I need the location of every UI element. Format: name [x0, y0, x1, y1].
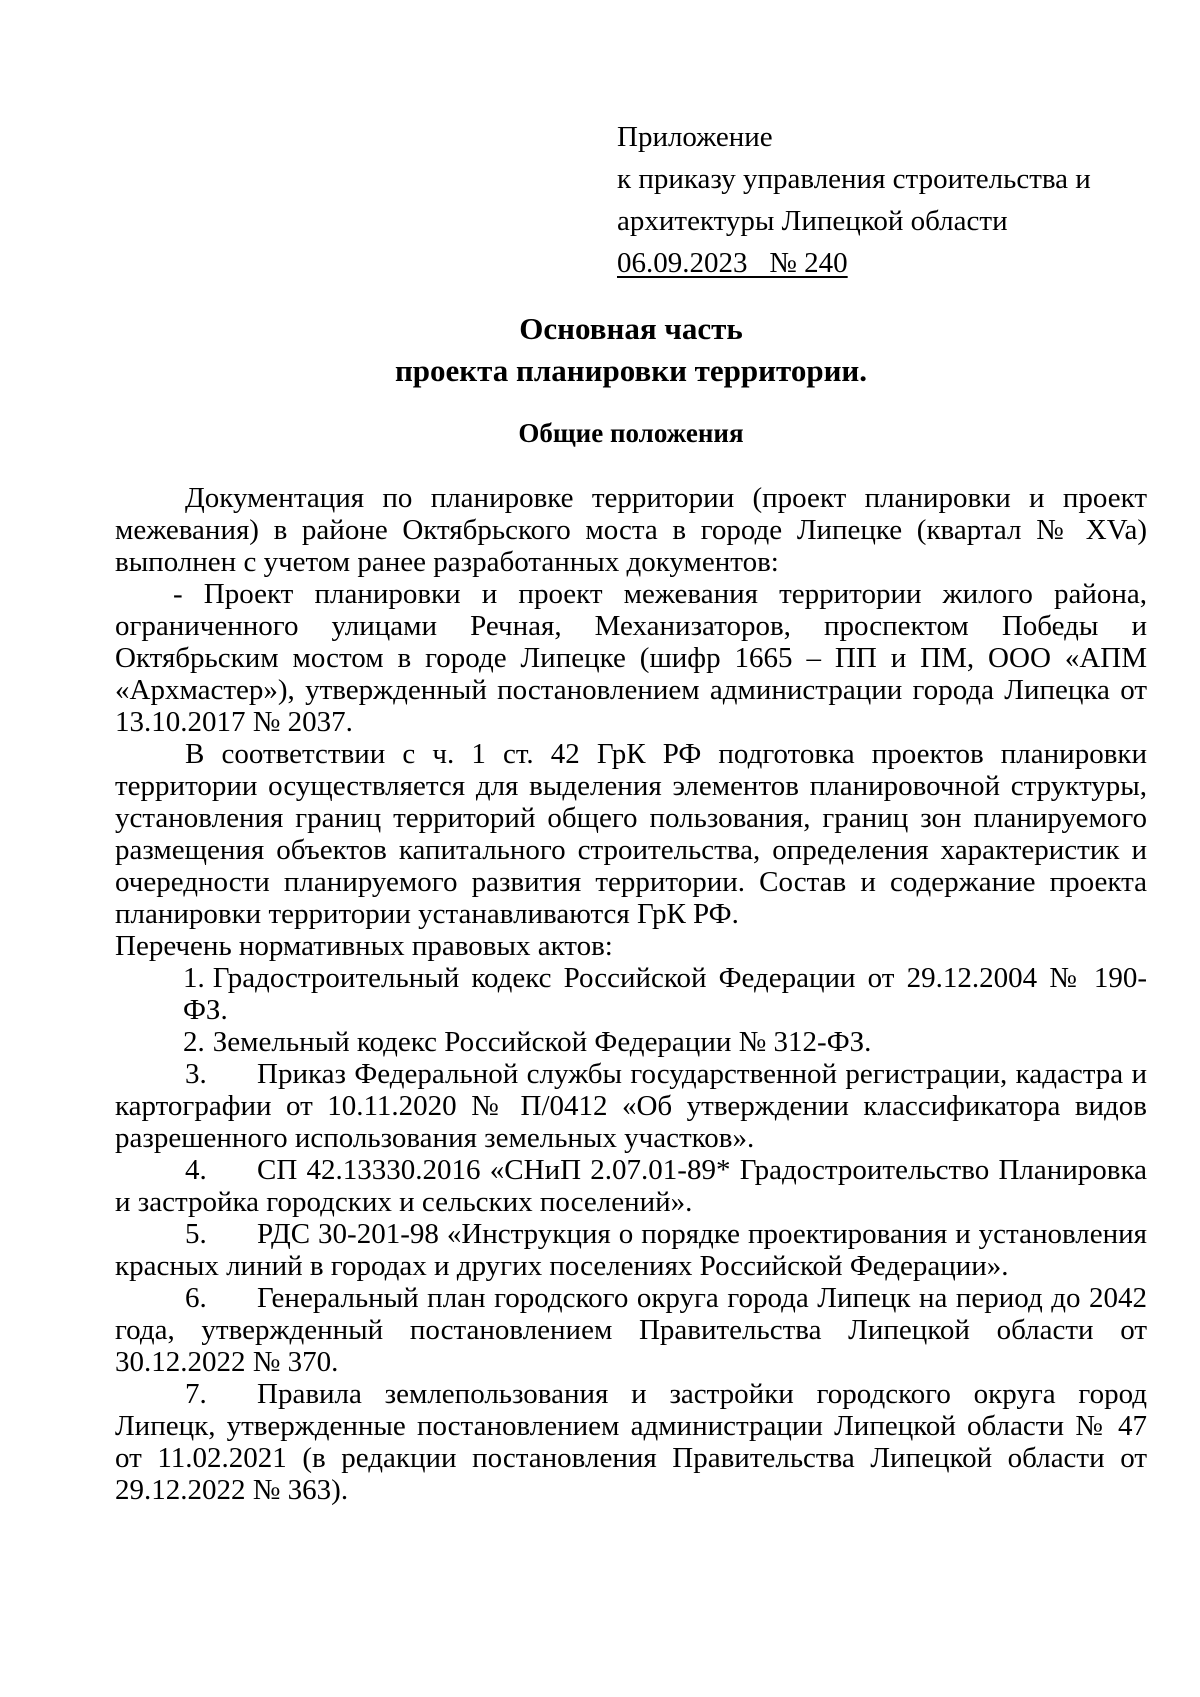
- list-item-number: 2.: [183, 1026, 205, 1058]
- list-item-text: Градостроительный кодекс Российской Федерации от 29.12.2004 № 190-ФЗ.: [183, 962, 1147, 1026]
- section-heading: Общие положения: [518, 418, 744, 448]
- list-item-number: 4.: [185, 1154, 207, 1186]
- list-item-number: 1.: [183, 962, 205, 994]
- list-item-text: Генеральный план городского округа города Липецк на период до 2042 года, утвержденный постановлением Правительства Липецкой области от 30.12.2022 № 370.: [115, 1282, 1147, 1378]
- appendix-order-ref: к приказу управления строительства и: [617, 163, 1091, 195]
- title-line-1: Основная часть: [519, 311, 743, 346]
- list-item-text: СП 42.13330.2016 «СНиП 2.07.01-89* Градостроительство Планировка и застройка городских и сельских поселений».: [115, 1154, 1147, 1218]
- list-item-1: [115, 962, 1147, 1026]
- list-item-number: 7.: [185, 1378, 207, 1410]
- intro-paragraph: Документация по планировке территории (проект планировки и проект межевания) в районе Октябрьского моста в городе Липецке (квартал № XVa) выполнен с учетом ранее разработанных документов:: [115, 482, 1147, 578]
- appendix-label: Приложение: [617, 121, 773, 153]
- document-title: [0, 308, 1200, 392]
- dash-list-item: - Проект планировки и проект межевания территории жилого района, ограниченного улицами Речная, Механизаторов, проспектом Победы и Октябрьским мостом в городе Липецке (шифр 1665 – ПП и ПМ, ООО «АПМ «Архмастер»), утвержденный постановлением администрации города Липецка от 13.10.2017 № 2037.: [115, 578, 1147, 738]
- appendix-date-number: 06.09.2023 № 240: [617, 247, 848, 279]
- title-line-2: проекта планировки территории.: [394, 353, 868, 388]
- list-item-7: [115, 1378, 1147, 1506]
- list-item-2: [115, 1026, 1147, 1058]
- paragraph-2: В соответствии с ч. 1 ст. 42 ГрК РФ подготовка проектов планировки территории осуществляется для выделения элементов планировочной структуры, установления границ территорий общего пользования, границ зон планируемого размещения объектов капитального строительства, определения характеристик и очередности планируемого развития территории. Состав и содержание проекта планировки территории устанавливаются ГрК РФ.: [115, 738, 1147, 930]
- list-item-6: [115, 1282, 1147, 1378]
- document-body: [115, 482, 1147, 1506]
- list-item-5: [115, 1218, 1147, 1282]
- list-item-4: [115, 1154, 1147, 1218]
- list-heading: Перечень нормативных правовых актов:: [115, 930, 613, 962]
- list-item-text: Земельный кодекс Российской Федерации № 312-ФЗ.: [212, 1026, 872, 1058]
- list-item-text: Приказ Федеральной службы государственной регистрации, кадастра и картографии от 10.11.2020 № П/0412 «Об утверждении классификатора видов разрешенного использования земельных участков».: [115, 1058, 1147, 1154]
- list-item-3: [115, 1058, 1147, 1154]
- list-item-text: Правила землепользования и застройки городского округа город Липецк, утвержденные постановлением администрации Липецкой области № 47 от 11.02.2021 (в редакции постановления Правительства Липецкой области от 29.12.2022 № 363).: [115, 1378, 1147, 1506]
- appendix-block: [617, 116, 1157, 284]
- list-item-number: 3.: [185, 1058, 207, 1090]
- list-item-text: РДС 30-201-98 «Инструкция о порядке проектирования и установления красных линий в городах и других поселениях Российской Федерации».: [115, 1218, 1147, 1282]
- appendix-authority: архитектуры Липецкой области: [617, 205, 1008, 237]
- list-item-number: 5.: [185, 1218, 207, 1250]
- list-item-number: 6.: [185, 1282, 207, 1314]
